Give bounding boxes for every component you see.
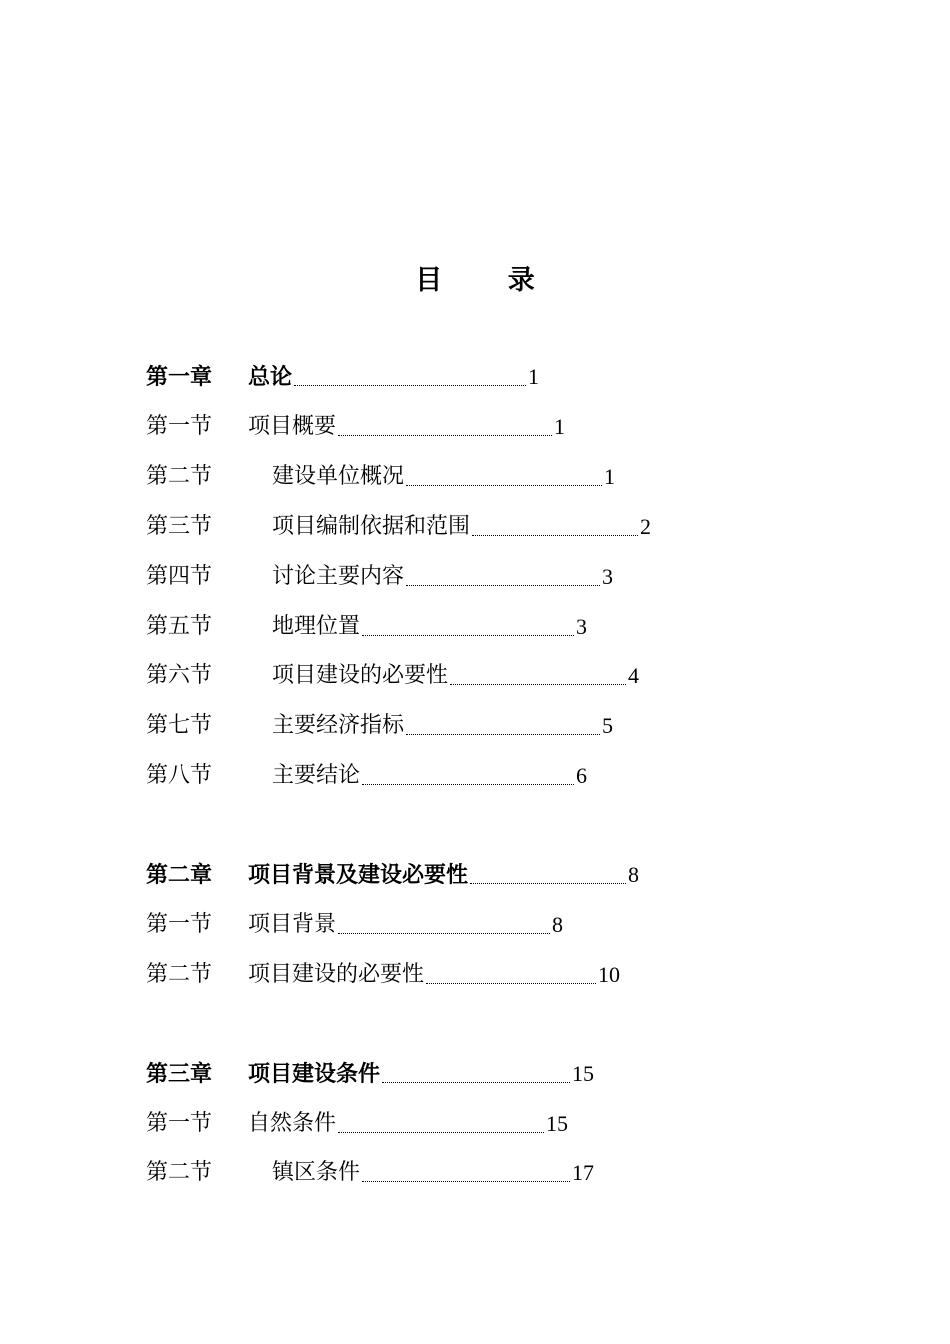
toc-title: 主要经济指标 xyxy=(272,713,405,738)
toc-page-number: 17 xyxy=(572,1160,594,1185)
toc-page-number: 3 xyxy=(576,614,587,639)
toc-title: 主要结论 xyxy=(272,763,361,788)
toc-title: 项目建设的必要性 xyxy=(272,663,449,688)
toc-page-number: 1 xyxy=(604,464,615,489)
toc-page-number: 8 xyxy=(628,862,639,887)
toc-page-number: 3 xyxy=(602,564,613,589)
toc-page-number: 5 xyxy=(602,713,613,738)
dot-leader xyxy=(450,684,626,685)
toc-page-number: 1 xyxy=(554,414,565,439)
toc-page-number: 6 xyxy=(576,763,587,788)
dot-leader xyxy=(382,1082,570,1083)
toc-title: 项目编制依据和范围 xyxy=(272,514,471,539)
toc-number: 第四节 xyxy=(146,564,213,589)
toc-page-number: 10 xyxy=(598,962,620,987)
toc-number: 第六节 xyxy=(146,663,213,688)
dot-leader xyxy=(426,983,596,984)
toc-number: 第一节 xyxy=(146,912,213,937)
toc-number: 第三章 xyxy=(146,1061,213,1087)
dot-leader xyxy=(470,883,626,884)
dot-leader xyxy=(338,933,550,934)
toc-title: 总论 xyxy=(248,364,293,390)
dot-leader xyxy=(338,435,552,436)
toc-title: 讨论主要内容 xyxy=(272,564,405,589)
toc-number: 第一节 xyxy=(146,1111,213,1136)
toc-title: 项目建设的必要性 xyxy=(248,962,425,987)
dot-leader xyxy=(338,1132,544,1133)
dot-leader xyxy=(294,385,526,386)
toc-title: 建设单位概况 xyxy=(272,464,405,489)
dot-leader xyxy=(472,535,638,536)
toc-number: 第三节 xyxy=(146,514,213,539)
dot-leader xyxy=(406,585,600,586)
toc-title: 项目建设条件 xyxy=(248,1061,381,1087)
toc-title: 地理位置 xyxy=(272,614,361,639)
toc-number: 第二节 xyxy=(146,962,213,987)
toc-number: 第八节 xyxy=(146,763,213,788)
toc-number: 第二节 xyxy=(146,464,213,489)
toc-number: 第二章 xyxy=(146,862,213,888)
dot-leader xyxy=(362,784,574,785)
dot-leader xyxy=(406,734,600,735)
toc-page-number: 4 xyxy=(628,663,639,688)
toc-title: 项目概要 xyxy=(248,414,337,439)
toc-title: 项目背景及建设必要性 xyxy=(248,862,469,888)
page-title: 目 录 xyxy=(415,265,563,296)
dot-leader xyxy=(406,485,602,486)
toc-title: 镇区条件 xyxy=(272,1160,361,1185)
toc-title: 自然条件 xyxy=(248,1111,337,1136)
toc-number: 第二节 xyxy=(146,1160,213,1185)
toc-page-number: 2 xyxy=(640,514,651,539)
toc-page-number: 15 xyxy=(572,1061,594,1086)
dot-leader xyxy=(362,635,574,636)
toc-number: 第五节 xyxy=(146,614,213,639)
toc-title: 项目背景 xyxy=(248,912,337,937)
toc-page-number: 8 xyxy=(552,912,563,937)
toc-page-number: 1 xyxy=(528,364,539,389)
toc-number: 第七节 xyxy=(146,713,213,738)
toc-number: 第一章 xyxy=(146,364,213,390)
toc-page-number: 15 xyxy=(546,1111,568,1136)
dot-leader xyxy=(362,1181,570,1182)
toc-number: 第一节 xyxy=(146,414,213,439)
